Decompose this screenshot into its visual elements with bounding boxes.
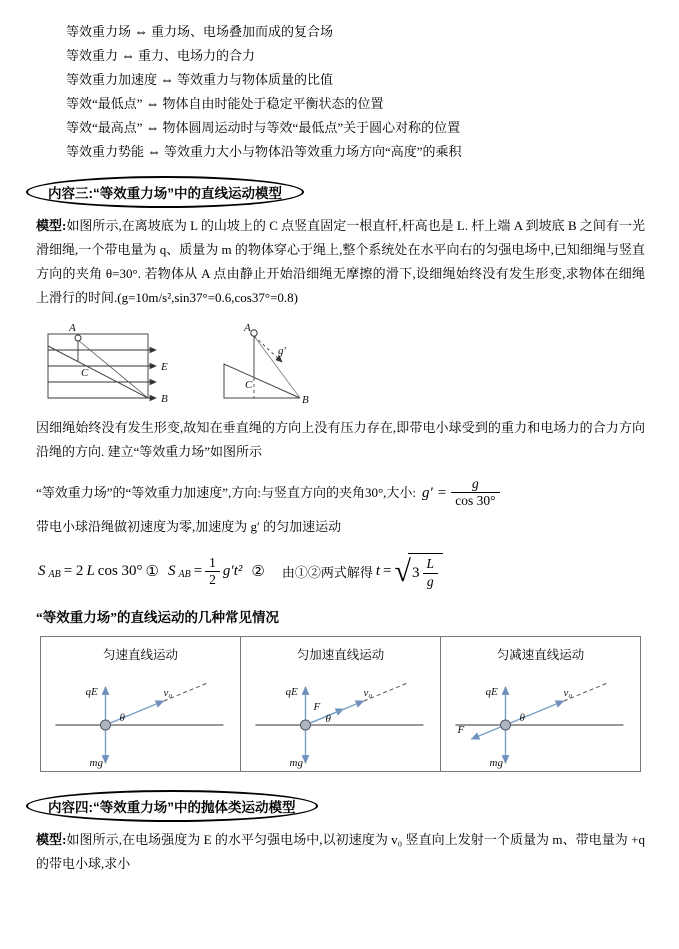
- double-arrow-icon: ⇔: [160, 73, 175, 88]
- ball: [301, 720, 311, 730]
- label-C: C: [81, 367, 89, 379]
- list-item: [66, 140, 645, 164]
- radicand: [408, 553, 443, 589]
- case-title: 匀加速直线运动: [296, 647, 385, 662]
- radical-icon: √: [394, 554, 411, 588]
- label-v0: v₀: [163, 686, 173, 699]
- solve-text: 由①②两式解得: [281, 565, 373, 581]
- L-over-g-fraction: $\frac{L}{g}$: [422, 556, 438, 589]
- label-theta: θ: [519, 711, 525, 724]
- S-subscript: AB: [178, 569, 191, 581]
- uniform-velocity-diagram: [43, 663, 238, 771]
- model-label: 模型:: [36, 831, 67, 847]
- label-B: B: [161, 393, 168, 405]
- ball: [101, 720, 111, 730]
- circled-one: ①: [145, 564, 159, 581]
- equivalence-list: [66, 20, 645, 164]
- label-theta: θ: [325, 712, 331, 725]
- v0-vector: [106, 701, 164, 725]
- label-theta: θ: [119, 711, 125, 724]
- label-A: A: [244, 322, 251, 334]
- equation-block: [38, 553, 645, 589]
- label-mg: mg: [489, 756, 503, 769]
- cases-title: “等效重力场”的直线运动的几种常见情况: [36, 609, 279, 625]
- acceleration-formula-line: [36, 476, 645, 509]
- label-v0: v₀: [563, 686, 573, 699]
- list-item: [66, 68, 645, 92]
- model-text: 如图所示,在电场强度为 E 的水平匀强电场中,以初速度为 v₀ 竖直向上发射一个质量为 m、带电量为 +q 的带电小球,求小: [36, 831, 645, 871]
- label-A: A: [69, 322, 76, 334]
- circled-two: ②: [251, 564, 265, 581]
- equiv-term: 等效“最低点”: [66, 96, 143, 111]
- double-arrow-icon: ⇔: [121, 49, 136, 64]
- square-root-expression: [394, 553, 442, 589]
- cases-table: [40, 636, 641, 772]
- label-qE: qE: [485, 685, 498, 698]
- model-text: 如图所示,在离坡底为 L 的山坡上的 C 点竖直固定一根直杆,杆高也是 L. 杆上端 A 到坡底 B 之间有一光滑细绳,一个带电量为 q、质量为 m 的物体穿心于绳上,整个系统处在水平向右的匀强电场中,已知细绳与竖直方向的夹角 θ=30°. 若物体从 A 点由静止开始沿细绳无摩擦的滑下,设细绳始终没有发生形变,求物体在细绳上滑行的时间.(g=10m/s²,sin37°=0.6,cos37°=0.8): [36, 218, 645, 305]
- equals-sign: =: [193, 563, 203, 580]
- label-B: B: [302, 394, 309, 406]
- list-item: [66, 116, 645, 140]
- equals-sign: =: [437, 484, 447, 501]
- label-F: F: [313, 700, 321, 713]
- section3-title: 内容三:“等效重力场”中的直线运动模型: [26, 176, 304, 208]
- double-arrow-icon: ⇔: [145, 121, 160, 136]
- label-E: E: [161, 361, 168, 373]
- acceleration-formula: [422, 476, 500, 509]
- ball: [501, 720, 511, 730]
- acceleration-lead-text: “等效重力场”的“等效重力加速度”,方向:与竖直方向的夹角30°,大小:: [36, 484, 417, 500]
- L-symbol: L: [86, 563, 95, 580]
- rope-line: [78, 340, 148, 398]
- equiv-definition: 等效重力与物体质量的比值: [177, 72, 334, 87]
- list-item: [66, 44, 645, 68]
- label-mg: mg: [89, 756, 103, 769]
- slope-triangle: [224, 364, 300, 398]
- g-prime-symbol: g′: [422, 484, 433, 501]
- label-mg: mg: [289, 756, 303, 769]
- equivalent-gravity-diagram: [212, 320, 324, 410]
- slope-field-diagram: [46, 320, 178, 410]
- equiv-definition: 重力、电场力的合力: [138, 48, 256, 63]
- equiv-definition: 物体圆周运动时与等效“最低点”关于圆心对称的位置: [162, 120, 461, 135]
- case-title: 匀减速直线运动: [496, 647, 585, 662]
- model-paragraph-2: [36, 828, 645, 876]
- model-label: 模型:: [36, 218, 67, 233]
- analysis-paragraph: 因细绳始终没有发生形变,故知在垂直绳的方向上没有压力存在,即带电小球受到的重力和电场力的合力方向沿绳的方向. 建立“等效重力场”如图所示: [36, 420, 645, 459]
- equals-sign: =: [383, 563, 392, 580]
- label-qE: qE: [285, 685, 298, 698]
- label-qE: qE: [85, 685, 98, 698]
- slope-line: [48, 346, 148, 398]
- double-arrow-icon: ⇔: [147, 145, 162, 160]
- gt-squared-term: g′t²: [222, 563, 243, 580]
- one-half-fraction: $\frac{1}{2}$: [205, 555, 220, 588]
- label-F: F: [457, 723, 465, 736]
- equiv-definition: 等效重力大小与物体沿等效重力场方向“高度”的乘积: [164, 144, 462, 159]
- case-cell-uniform: [41, 637, 240, 771]
- motion-description: 带电小球沿绳做初速度为零,加速度为 g′ 的匀加速运动: [36, 519, 342, 535]
- equiv-term: 等效重力加速度: [66, 72, 158, 87]
- equiv-term: 等效“最高点”: [66, 120, 143, 135]
- list-item: [66, 92, 645, 116]
- cos-term: cos 30°: [97, 563, 143, 580]
- S-symbol: S: [167, 563, 176, 580]
- uniform-acceleration-diagram: [243, 663, 438, 771]
- label-v0: v₀: [363, 686, 373, 699]
- case-cell-accelerating: [240, 637, 440, 771]
- case-cell-decelerating: [440, 637, 640, 771]
- equiv-term: 等效重力势能: [66, 144, 145, 159]
- equiv-definition: 重力场、电场叠加而成的复合场: [151, 24, 334, 39]
- rope-line: [254, 336, 300, 398]
- t-symbol: t: [375, 563, 381, 580]
- F-vector: [472, 725, 506, 739]
- equiv-definition: 物体自由时能处于稳定平衡状态的位置: [162, 96, 384, 111]
- g-over-cos-fraction: $\frac{g}{\cos 30^\circ}$: [451, 476, 499, 509]
- double-arrow-icon: ⇔: [145, 97, 160, 112]
- ball: [75, 335, 81, 341]
- section4-title: 内容四:“等效重力场”中的抛体类运动模型: [26, 790, 318, 822]
- S-symbol: S: [38, 563, 46, 580]
- section4-header: [26, 790, 645, 822]
- S-subscript: AB: [48, 569, 61, 581]
- list-item: [66, 20, 645, 44]
- case-title: 匀速直线运动: [102, 647, 178, 662]
- sqrt-coefficient: 3: [411, 564, 420, 581]
- double-arrow-icon: ⇔: [134, 25, 149, 40]
- label-C: C: [245, 379, 253, 391]
- equiv-term: 等效重力: [66, 48, 119, 63]
- figures-row: [46, 320, 645, 410]
- model-paragraph: [36, 214, 645, 310]
- equiv-term: 等效重力场: [66, 24, 132, 39]
- label-g-prime: g′: [278, 345, 286, 357]
- equation1-rhs: = 2: [63, 563, 84, 580]
- section3-header: [26, 176, 645, 208]
- v0-vector: [506, 701, 564, 725]
- uniform-deceleration-diagram: [443, 663, 638, 771]
- ball: [251, 330, 257, 336]
